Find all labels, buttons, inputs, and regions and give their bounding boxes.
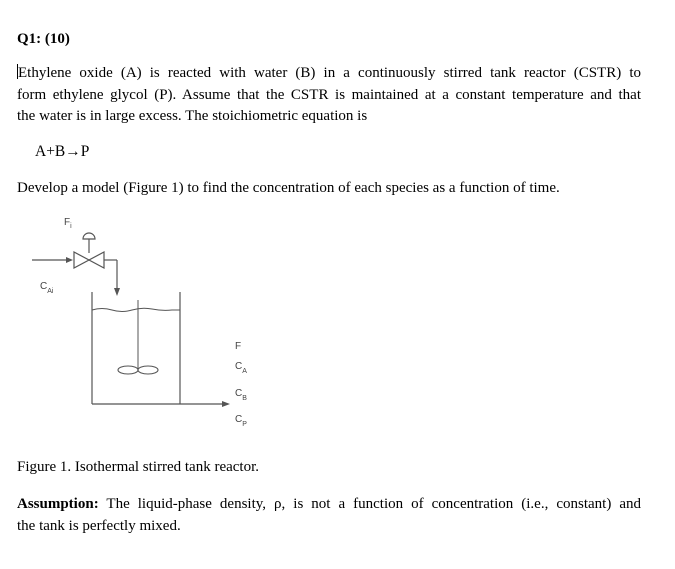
- assumption-line-2: the tank is perfectly mixed.: [17, 517, 181, 534]
- outlet-conc-p-label: $C_P$: [235, 414, 247, 428]
- feed-arrow: [114, 288, 120, 296]
- figure-caption: Figure 1. Isothermal stirred tank reactor.: [17, 459, 260, 475]
- impeller-blade-left: [118, 366, 138, 374]
- task-paragraph: Develop a model (Figure 1) to find the concentration of each species as a function of time.: [17, 180, 560, 196]
- inlet-flow-label: $F_i$: [64, 217, 72, 230]
- intro-paragraph: [17, 63, 641, 128]
- valve-right: [89, 252, 104, 268]
- liquid-level: [92, 308, 180, 311]
- outlet-conc-a-label: $C_A$: [235, 361, 247, 375]
- outlet-conc-b-label: $C_B$: [235, 388, 247, 402]
- intro-line-3: the water is in large excess. The stoichiometric equation is: [17, 108, 368, 124]
- question-heading: Q1: (10): [17, 31, 70, 47]
- assumption-paragraph: [17, 494, 641, 537]
- inlet-conc-label: $C_{Ai}$: [40, 281, 54, 295]
- valve-left: [74, 252, 89, 268]
- stoichiometric-equation: A+B→P: [35, 143, 90, 160]
- impeller-blade-right: [138, 366, 158, 374]
- intro-line-1: Ethylene oxide (A) is reacted with water (B) in a continuously stirred tank reactor (CSTR) to: [18, 65, 641, 81]
- assumption-label: Assumption:: [17, 496, 99, 512]
- cstr-diagram: [28, 212, 268, 447]
- outlet-arrow: [222, 401, 230, 407]
- inlet-arrow: [66, 257, 73, 263]
- outlet-flow-label: F: [235, 341, 242, 352]
- intro-line-2: form ethylene glycol (P). Assume that the CSTR is maintained at a constant temperature and that: [17, 86, 641, 103]
- valve-actuator: [83, 233, 95, 239]
- cstr-figure: [28, 212, 268, 447]
- assumption-line-1: Assumption: The liquid-phase density, ρ, is not a function of concentration (i.e., constant) and: [17, 496, 641, 512]
